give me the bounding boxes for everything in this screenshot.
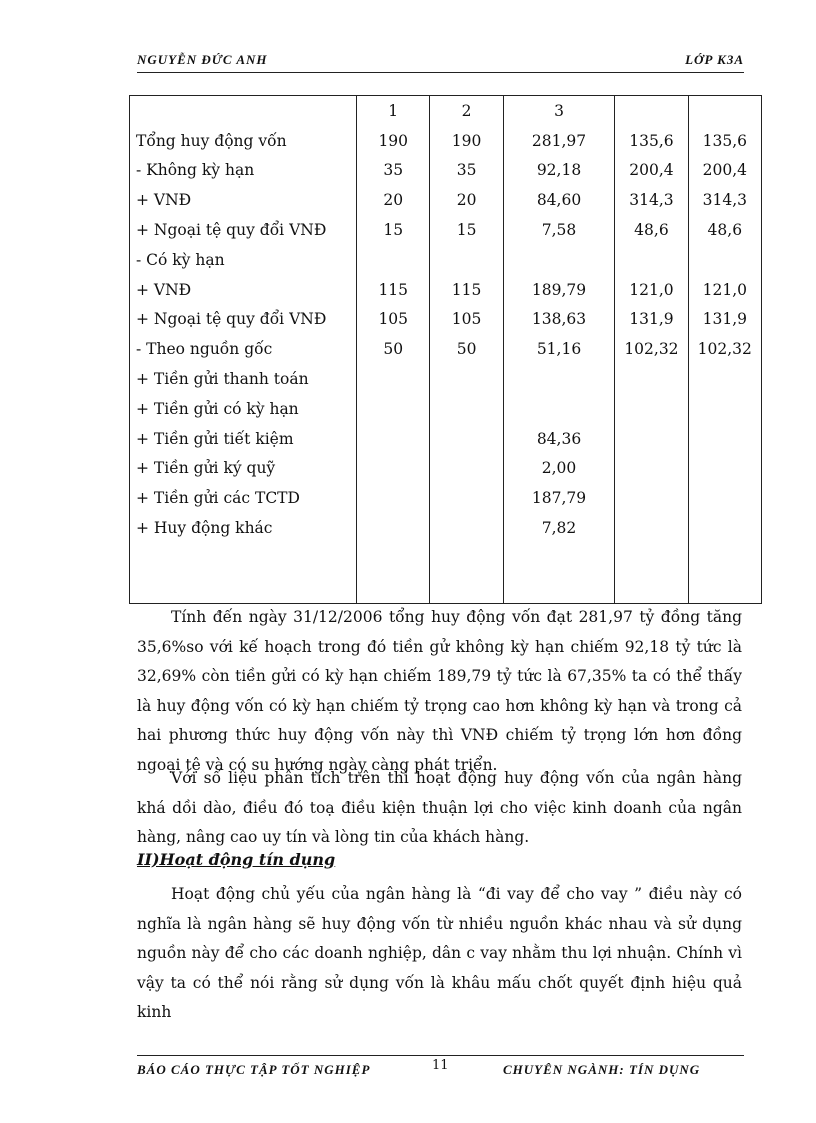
table-cell: 190: [430, 126, 503, 156]
table-cell: [357, 483, 430, 513]
table-cell: 121,0: [688, 275, 761, 305]
table-cell: 48,6: [615, 215, 688, 245]
table-cell: 190: [357, 126, 430, 156]
table-cell: [503, 543, 615, 604]
table-cell: 138,63: [503, 305, 615, 335]
table-cell: [357, 424, 430, 454]
row-label: + Tiền gửi có kỳ hạn: [130, 394, 357, 424]
table-cell: [503, 245, 615, 275]
table-cell: [503, 364, 615, 394]
paragraph-summary: Tính đến ngày 31/12/2006 tổng huy động vốn đạt 281,97 tỷ đồng tăng 35,6%so với kế hoạch trong đó tiền gử không kỳ hạn chiếm 92,18 tỷ tức là 32,69% còn tiền gửi có kỳ hạn chiếm 189,79 tỷ tức là 67,35% ta có thể thấy là huy động vốn có kỳ hạn chiếm tỷ trọng cao hơn không kỳ hạn và trong cả hai phương thức huy động vốn này thì VNĐ chiếm tỷ trọng lớn hơn đồng ngoại tệ và có su hướng ngày càng phát triển.: [137, 608, 742, 774]
table-cell: [357, 513, 430, 543]
table-row: [130, 185, 762, 215]
table-cell: [430, 483, 503, 513]
table-cell: 20: [430, 185, 503, 215]
table-cell: [615, 454, 688, 484]
table-row: [130, 215, 762, 245]
table-cell: 105: [430, 305, 503, 335]
table-row: [130, 245, 762, 275]
table-cell: 102,32: [688, 334, 761, 364]
table-row: [130, 156, 762, 186]
table-row: [130, 334, 762, 364]
table-cell: [615, 364, 688, 394]
table-cell: 7,58: [503, 215, 615, 245]
table-cell: 314,3: [615, 185, 688, 215]
table-cell: 187,79: [503, 483, 615, 513]
table-cell: [430, 543, 503, 604]
paragraph-analysis: Với số liệu phân tích trên thì hoạt động huy động vốn của ngân hàng khá dồi dào, điều đó toạ điều kiện thuận lợi cho việc kinh doanh của ngân hàng, nâng cao uy tín và lòng tin của khách hàng.: [137, 769, 742, 846]
row-label: + Tiền gửi ký quỹ: [130, 454, 357, 484]
row-label: - Không kỳ hạn: [130, 156, 357, 186]
table-cell: 200,4: [615, 156, 688, 186]
footer-major: CHUYÊN NGÀNH: TÍN DỤNG: [503, 1062, 701, 1077]
table-row: [130, 543, 762, 604]
header-class: LỚP K3A: [685, 52, 744, 67]
table-cell: [615, 424, 688, 454]
table-cell: [357, 543, 430, 604]
row-label: Tổng huy động vốn: [130, 126, 357, 156]
row-label: + Huy động khác: [130, 513, 357, 543]
section-heading: II)Hoạt động tín dụng: [137, 850, 336, 869]
table-cell: [357, 454, 430, 484]
table-cell: [615, 394, 688, 424]
row-label: + Tiền gửi tiết kiệm: [130, 424, 357, 454]
row-label: [130, 543, 357, 604]
table-cell: 1: [357, 96, 430, 126]
table-row: [130, 394, 762, 424]
table-cell: 7,82: [503, 513, 615, 543]
table-cell: 200,4: [688, 156, 761, 186]
table-cell: 3: [503, 96, 615, 126]
table-cell: 20: [357, 185, 430, 215]
table-cell: 105: [357, 305, 430, 335]
table-cell: 135,6: [615, 126, 688, 156]
table-header-row: [130, 96, 762, 126]
table-cell: 15: [357, 215, 430, 245]
table-cell: 48,6: [688, 215, 761, 245]
table-cell: 115: [357, 275, 430, 305]
table-cell: 84,60: [503, 185, 615, 215]
table-row: [130, 424, 762, 454]
row-label: - Theo nguồn gốc: [130, 334, 357, 364]
table-row: [130, 483, 762, 513]
table-cell: [503, 394, 615, 424]
footer-rule: [137, 1055, 744, 1056]
row-label: + Tiền gửi thanh toán: [130, 364, 357, 394]
row-label: + VNĐ: [130, 275, 357, 305]
row-label: + VNĐ: [130, 185, 357, 215]
table-row: [130, 275, 762, 305]
table-cell: [357, 394, 430, 424]
table-cell: 2,00: [503, 454, 615, 484]
table-cell: [430, 424, 503, 454]
table-cell: [430, 364, 503, 394]
table-cell: [688, 454, 761, 484]
table-cell: 35: [357, 156, 430, 186]
row-label: + Ngoại tệ quy đổi VNĐ: [130, 215, 357, 245]
table-cell: 35: [430, 156, 503, 186]
header-author: NGUYỄN ĐỨC ANH: [137, 52, 268, 67]
table-cell: [430, 394, 503, 424]
paragraph-credit: Hoạt động chủ yếu của ngân hàng là “đi vay để cho vay ” điều này có nghĩa là ngân hàng sẽ huy động vốn từ nhiều nguồn khác nhau và sử dụng nguồn này để cho các doanh nghiệp, dân c vay nhằm thu lợi nhuận. Chính vì vậy ta có thể nói rằng sử dụng vốn là khâu mấu chốt quyết định hiệu quả kinh: [137, 885, 742, 1021]
table-cell: [357, 245, 430, 275]
table-cell: 131,9: [615, 305, 688, 335]
capital-mobilization-table: [129, 95, 762, 604]
table-cell: 92,18: [503, 156, 615, 186]
table-cell: 135,6: [688, 126, 761, 156]
table-cell: 50: [430, 334, 503, 364]
table-cell: 2: [430, 96, 503, 126]
table-row: [130, 454, 762, 484]
row-label: - Có kỳ hạn: [130, 245, 357, 275]
table-cell: 131,9: [688, 305, 761, 335]
table-row: [130, 305, 762, 335]
table-row: [130, 364, 762, 394]
table-cell: [430, 513, 503, 543]
table-cell: 314,3: [688, 185, 761, 215]
table-cell: 115: [430, 275, 503, 305]
table-cell: [688, 424, 761, 454]
table-cell: 189,79: [503, 275, 615, 305]
row-label: + Ngoại tệ quy đổi VNĐ: [130, 305, 357, 335]
table-cell: [615, 483, 688, 513]
table-cell: 281,97: [503, 126, 615, 156]
table-cell: [688, 96, 761, 126]
page-number: 11: [432, 1058, 449, 1073]
table-cell: 84,36: [503, 424, 615, 454]
table-cell: 121,0: [615, 275, 688, 305]
table-cell: [688, 513, 761, 543]
page-header: [137, 50, 744, 72]
header-rule: [137, 72, 744, 73]
row-label: [130, 96, 357, 126]
table-cell: [688, 364, 761, 394]
table-cell: [615, 96, 688, 126]
table-cell: [688, 543, 761, 604]
table-cell: [357, 364, 430, 394]
table-cell: 50: [357, 334, 430, 364]
table-cell: 102,32: [615, 334, 688, 364]
table-cell: 15: [430, 215, 503, 245]
row-label: + Tiền gửi các TCTD: [130, 483, 357, 513]
table-cell: [688, 394, 761, 424]
table-cell: [615, 513, 688, 543]
table-cell: [430, 454, 503, 484]
table-row: [130, 126, 762, 156]
table-cell: 51,16: [503, 334, 615, 364]
table-row: [130, 513, 762, 543]
table-cell: [615, 543, 688, 604]
footer-report-title: BÁO CÁO THỰC TẬP TỐT NGHIỆP: [137, 1062, 371, 1077]
table-cell: [688, 245, 761, 275]
table-cell: [430, 245, 503, 275]
table-cell: [615, 245, 688, 275]
table-cell: [688, 483, 761, 513]
